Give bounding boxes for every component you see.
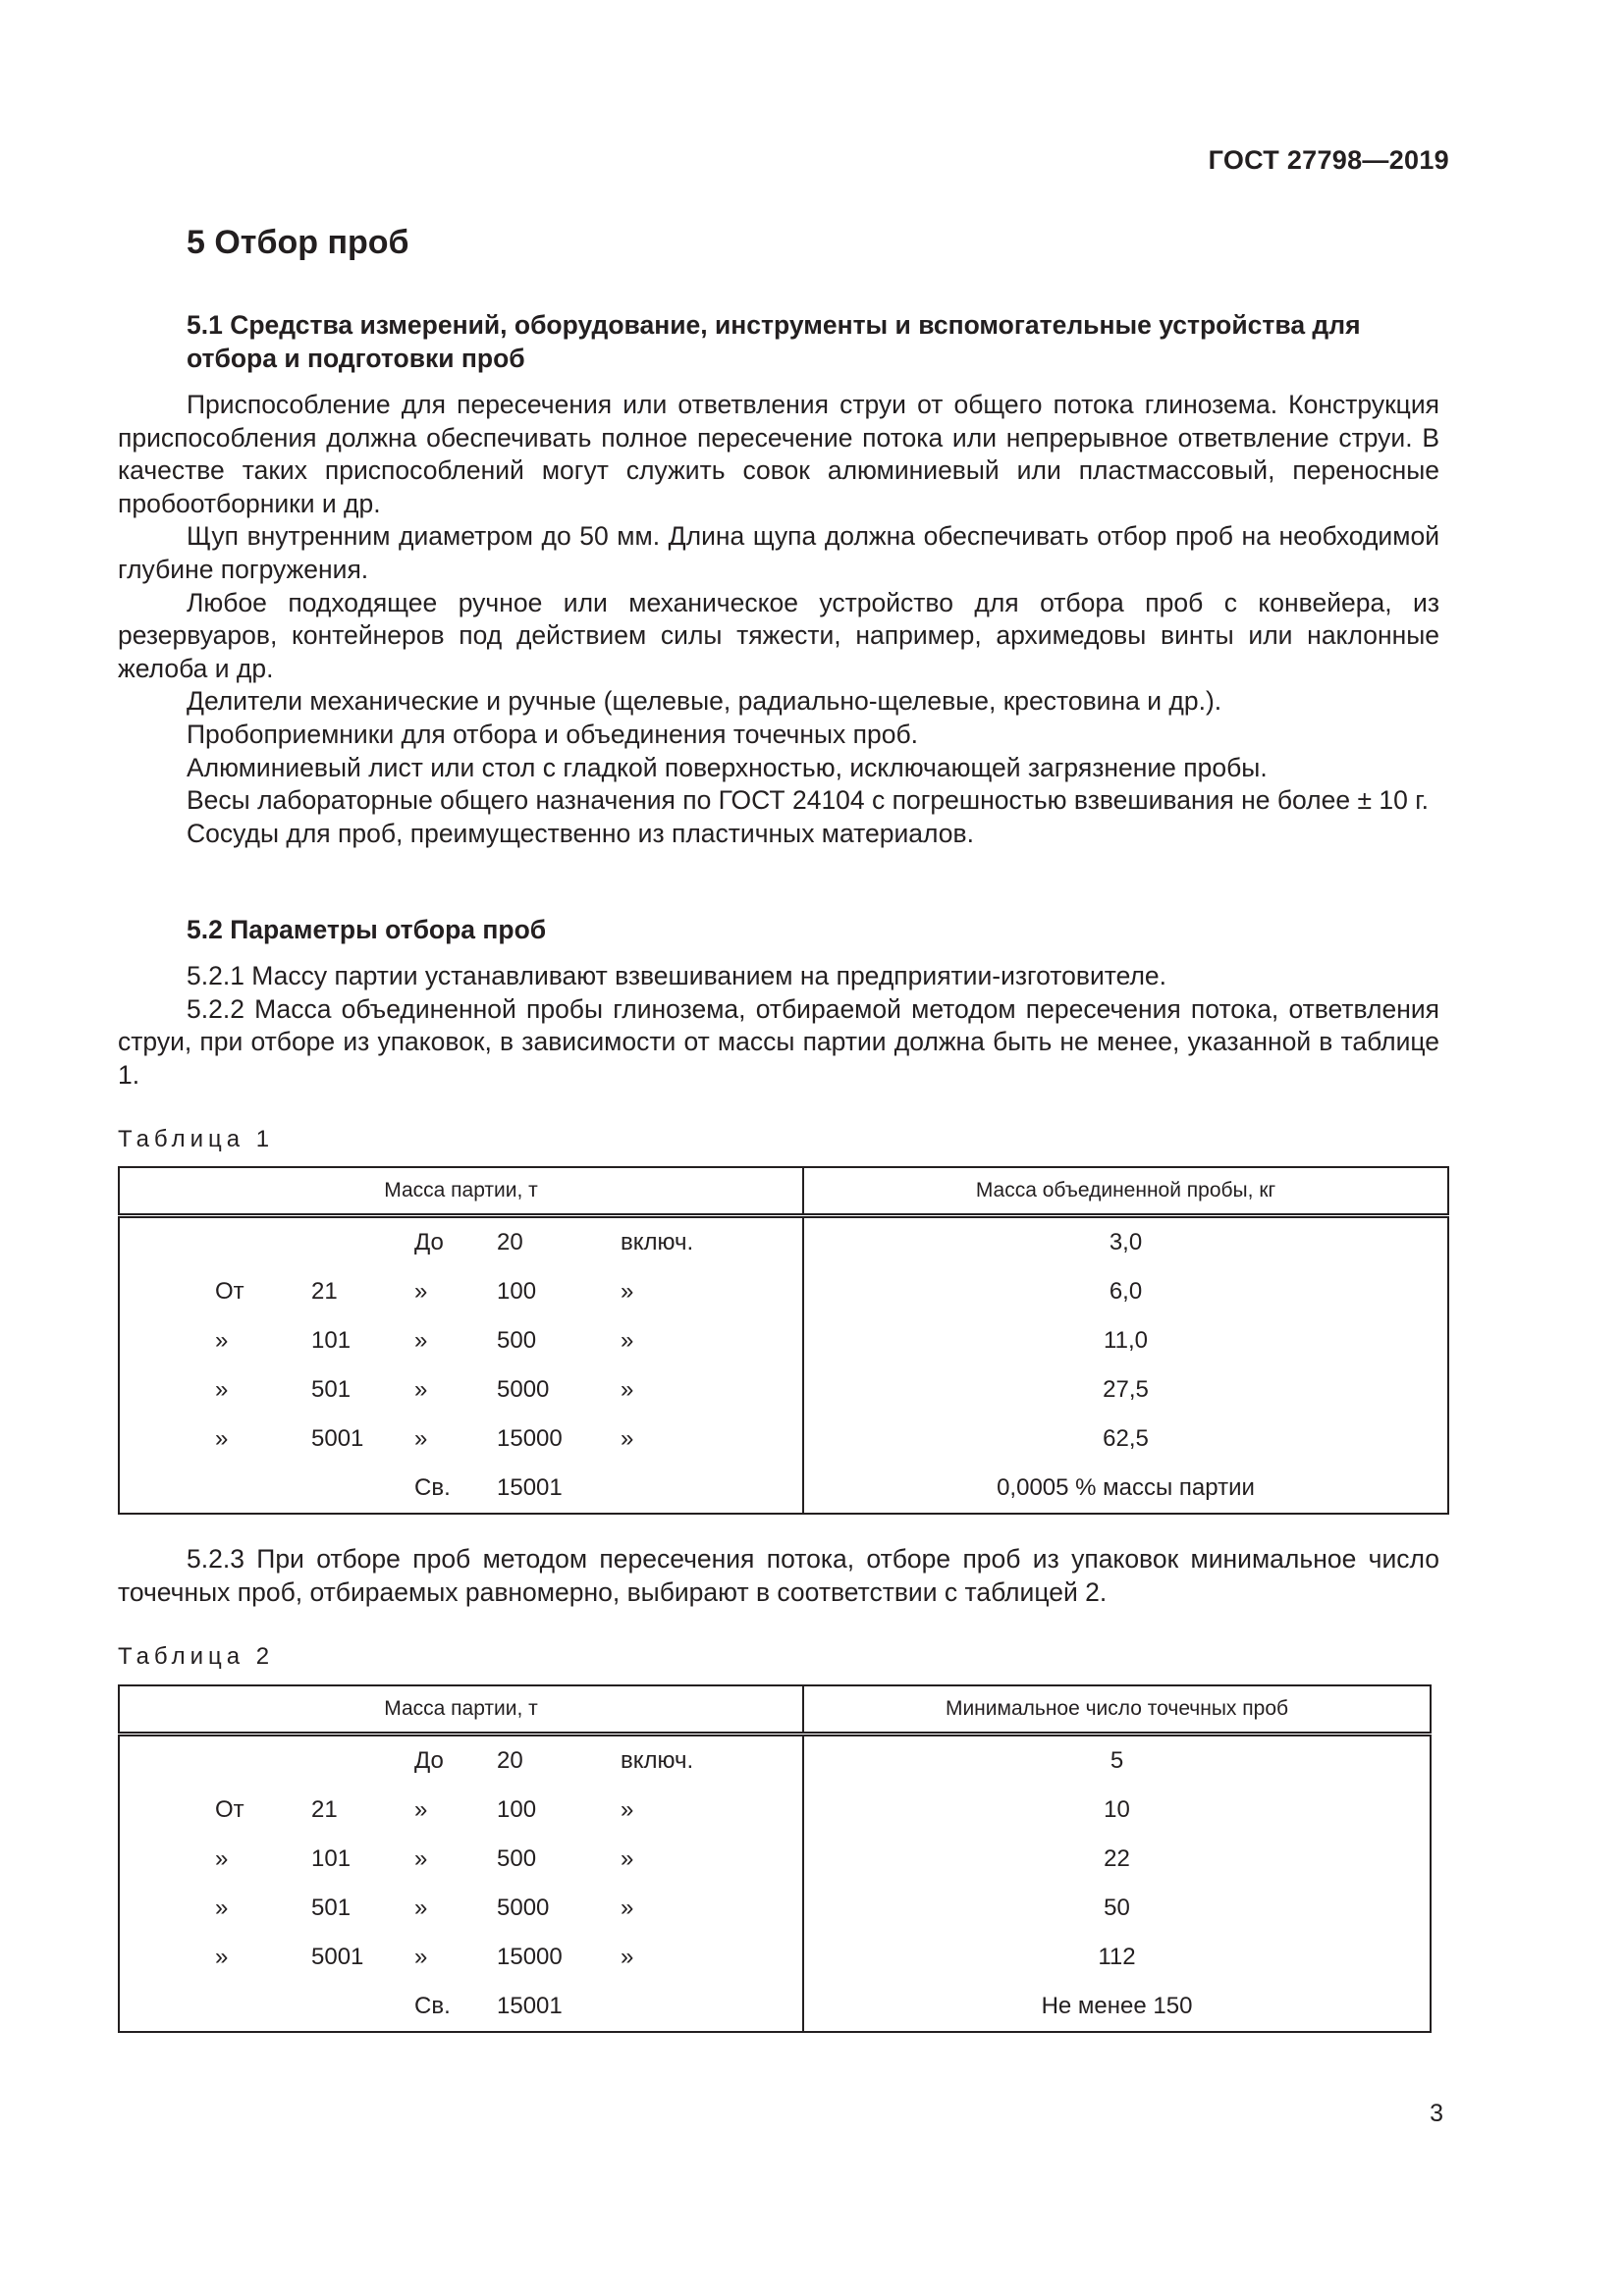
- batch-mass-cell: [119, 1884, 803, 1933]
- value-cell: 50: [803, 1884, 1431, 1933]
- range-separator: »: [414, 1796, 428, 1823]
- value-cell: 3,0: [803, 1216, 1448, 1268]
- range-lower: 21: [311, 1796, 338, 1823]
- range-lower: 5001: [311, 1425, 364, 1452]
- paragraph: Щуп внутренним диаметром до 50 мм. Длина щупа должна обеспечивать отбор проб на необходимой глубине погружения.: [118, 521, 1439, 584]
- paragraph: Сосуды для проб, преимущественно из пластичных материалов.: [187, 818, 974, 848]
- table-2-header-min-samples: Минимальное число точечных проб: [803, 1685, 1431, 1735]
- range-prefix: От: [215, 1278, 244, 1305]
- page-number: 3: [1430, 2100, 1443, 2127]
- value-cell: 0,0005 % массы партии: [803, 1464, 1448, 1514]
- range-upper: 5000: [497, 1895, 550, 1921]
- range-separator: »: [414, 1376, 428, 1403]
- range-lower: 101: [311, 1845, 352, 1872]
- table-row: [119, 1933, 1431, 1982]
- range-lower: 501: [311, 1376, 352, 1403]
- subsection-5-2-title: 5.2 Параметры отбора проб: [187, 915, 547, 944]
- range-separator: »: [414, 1845, 428, 1872]
- range-upper: 100: [497, 1278, 537, 1305]
- range-upper: 500: [497, 1327, 537, 1354]
- range-lower: 501: [311, 1895, 352, 1921]
- range-upper: 20: [497, 1229, 523, 1255]
- paragraph: Весы лабораторные общего назначения по ГОСТ 24104 с погрешностью взвешивания не более ± 10 г.: [187, 785, 1430, 816]
- range-suffix: включ.: [621, 1229, 694, 1255]
- batch-mass-cell: [119, 1316, 803, 1365]
- range-suffix: »: [621, 1895, 634, 1921]
- range-separator: »: [414, 1425, 428, 1452]
- table-1: [118, 1166, 1449, 1515]
- range-lower: 21: [311, 1278, 338, 1305]
- value-cell: 22: [803, 1835, 1431, 1884]
- table-row: [119, 1365, 1448, 1415]
- table-row: [119, 1216, 1448, 1268]
- paragraph: Приспособление для пересечения или ответвления струи от общего потока глинозема. Конструкция приспособления должна обеспечивать полное пересечение потока или непрерывное ответвление струи. В качестве таких приспособлений могут служить совок алюминиевый или пластмассовый, переносные пробоотборники и др.: [118, 390, 1439, 518]
- value-cell: 5: [803, 1735, 1431, 1787]
- range-separator: »: [414, 1327, 428, 1354]
- range-upper: 15001: [497, 1474, 563, 1501]
- table-1-header-sample-mass: Масса объединенной пробы, кг: [803, 1167, 1448, 1216]
- value-cell: 11,0: [803, 1316, 1448, 1365]
- range-prefix: От: [215, 1796, 244, 1823]
- range-suffix: »: [621, 1327, 634, 1354]
- value-cell: 112: [803, 1933, 1431, 1982]
- range-upper: 15001: [497, 1993, 563, 2019]
- table-row: [119, 1735, 1431, 1787]
- paragraph-5-2-2: 5.2.2 Масса объединенной пробы глинозема, отбираемой методом пересечения потока, ответвления струи, при отборе из упаковок, в зависимости от массы партии должна быть не менее, указанной в таблице 1.: [118, 993, 1439, 1090]
- subsection-5-1-title: 5.1 Средства измерений, оборудование, инструменты и вспомогательные устройства для отбора и подготовки проб: [187, 310, 1361, 373]
- range-separator: Св.: [414, 1993, 451, 2019]
- batch-mass-cell: [119, 1786, 803, 1835]
- subsection-5-1-body: [118, 389, 1439, 850]
- range-upper: 15000: [497, 1425, 563, 1452]
- value-cell: 62,5: [803, 1415, 1448, 1464]
- section-title: 5 Отбор проб: [187, 224, 409, 261]
- table-row: [119, 1835, 1431, 1884]
- range-prefix: »: [215, 1376, 229, 1403]
- value-cell: 10: [803, 1786, 1431, 1835]
- value-cell: Не менее 150: [803, 1982, 1431, 2032]
- table-2-caption: Таблица 2: [118, 1643, 275, 1670]
- table-row: [119, 1982, 1431, 2032]
- range-suffix: »: [621, 1425, 634, 1452]
- subsection-5-2-body: [118, 960, 1439, 1092]
- range-separator: Св.: [414, 1474, 451, 1501]
- table-row: [119, 1884, 1431, 1933]
- batch-mass-cell: [119, 1216, 803, 1268]
- paragraph: Алюминиевый лист или стол с гладкой поверхностью, исключающей загрязнение пробы.: [187, 752, 1268, 782]
- batch-mass-cell: [119, 1933, 803, 1982]
- table-2-header-batch-mass: Масса партии, т: [119, 1685, 803, 1735]
- range-separator: До: [414, 1229, 444, 1255]
- table-2: [118, 1684, 1432, 2033]
- range-separator: »: [414, 1895, 428, 1921]
- paragraph: Пробоприемники для отбора и объединения точечных проб.: [187, 719, 919, 749]
- table-1-caption: Таблица 1: [118, 1126, 275, 1152]
- table-row: [119, 1316, 1448, 1365]
- table-row: [119, 1267, 1448, 1316]
- batch-mass-cell: [119, 1267, 803, 1316]
- range-prefix: »: [215, 1327, 229, 1354]
- range-suffix: »: [621, 1376, 634, 1403]
- range-separator: »: [414, 1944, 428, 1970]
- value-cell: 27,5: [803, 1365, 1448, 1415]
- document-code: ГОСТ 27798—2019: [1208, 145, 1449, 175]
- table-row: [119, 1786, 1431, 1835]
- table-row: [119, 1464, 1448, 1514]
- table-1-header-batch-mass: Масса партии, т: [119, 1167, 803, 1216]
- range-prefix: »: [215, 1425, 229, 1452]
- table-row: [119, 1415, 1448, 1464]
- range-suffix: »: [621, 1796, 634, 1823]
- batch-mass-cell: [119, 1982, 803, 2032]
- range-suffix: »: [621, 1278, 634, 1305]
- range-suffix: включ.: [621, 1747, 694, 1774]
- range-upper: 5000: [497, 1376, 550, 1403]
- paragraph-5-2-3-block: [118, 1543, 1439, 1609]
- batch-mass-cell: [119, 1415, 803, 1464]
- paragraph: Любое подходящее ручное или механическое устройство для отбора проб с конвейера, из резервуаров, контейнеров под действием силы тяжести, например, архимедовы винты или наклонные желоба и др.: [118, 587, 1439, 683]
- batch-mass-cell: [119, 1365, 803, 1415]
- batch-mass-cell: [119, 1835, 803, 1884]
- range-suffix: »: [621, 1845, 634, 1872]
- range-separator: »: [414, 1278, 428, 1305]
- range-prefix: »: [215, 1944, 229, 1970]
- range-upper: 100: [497, 1796, 537, 1823]
- range-suffix: »: [621, 1944, 634, 1970]
- paragraph-5-2-1: 5.2.1 Массу партии устанавливают взвешиванием на предприятии-изготовителе.: [187, 961, 1167, 990]
- range-upper: 20: [497, 1747, 523, 1774]
- paragraph-5-2-3: 5.2.3 При отборе проб методом пересечения потока, отборе проб из упаковок минимальное число точечных проб, отбираемых равномерно, выбирают в соответствии с таблицей 2.: [118, 1544, 1439, 1607]
- range-prefix: »: [215, 1845, 229, 1872]
- range-upper: 500: [497, 1845, 537, 1872]
- range-lower: 5001: [311, 1944, 364, 1970]
- range-upper: 15000: [497, 1944, 563, 1970]
- range-prefix: »: [215, 1895, 229, 1921]
- batch-mass-cell: [119, 1735, 803, 1787]
- range-separator: До: [414, 1747, 444, 1774]
- batch-mass-cell: [119, 1464, 803, 1514]
- value-cell: 6,0: [803, 1267, 1448, 1316]
- range-lower: 101: [311, 1327, 352, 1354]
- paragraph: Делители механические и ручные (щелевые, радиально-щелевые, крестовина и др.).: [187, 686, 1222, 717]
